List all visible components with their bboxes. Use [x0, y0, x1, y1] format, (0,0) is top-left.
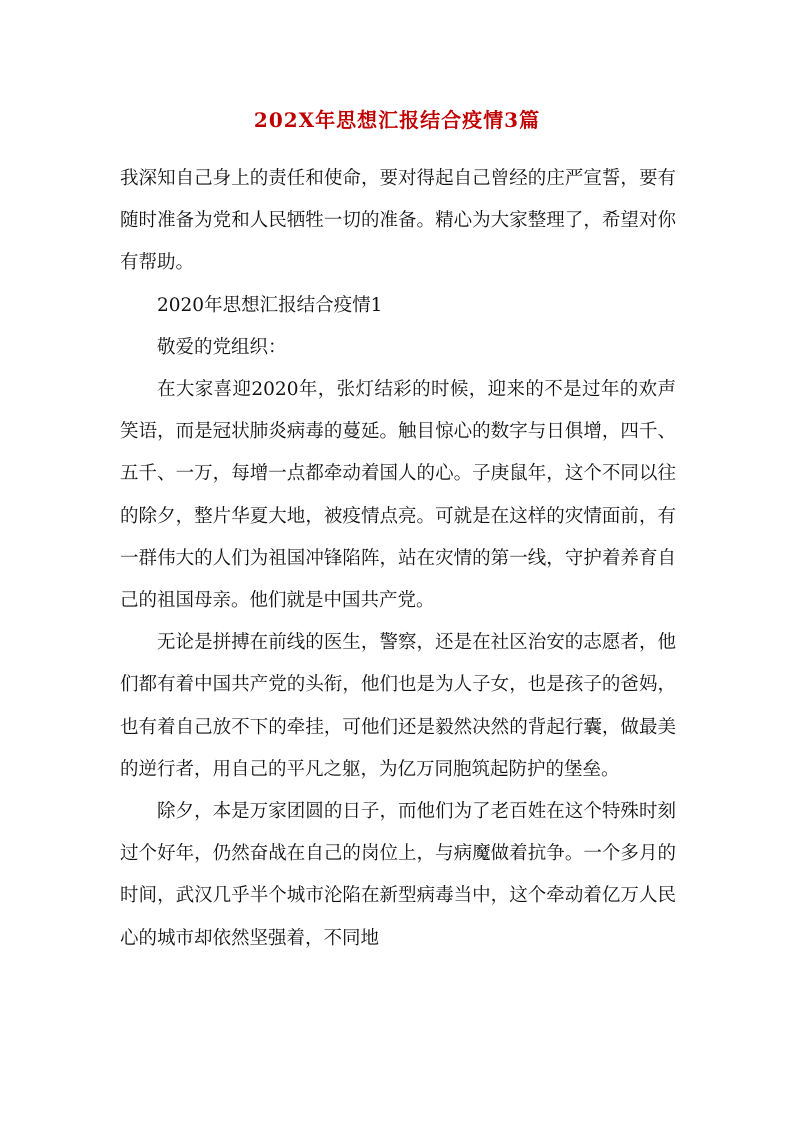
paragraph-body-3: 除夕，本是万家团圆的日子，而他们为了老百姓在这个特殊时刻过个好年，仍然奋战在自己的岗位上，与病魔做着抗争。一个多月的时间，武汉几乎半个城市沦陷在新型病毒当中，这个牵动着亿万人民心的城市却依然坚强着，不同地: [120, 801, 676, 949]
paragraph-body-2: 无论是拼搏在前线的医生，警察，还是在社区治安的志愿者，他们都有着中国共产党的头衔，他们也是为人子女，也是孩子的爸妈，也有着自己放不下的牵挂，可他们还是毅然决然的背起行囊，做最美的逆行者，用自己的平凡之躯，为亿万同胞筑起防护的堡垒。: [120, 632, 676, 780]
document-title: 202X年思想汇报结合疫情3篇: [253, 108, 541, 132]
paragraph-intro: 我深知自己身上的责任和使命，要对得起自己曾经的庄严宣誓，要有随时准备为党和人民牺牲一切的准备。精心为大家整理了，希望对你有帮助。: [120, 168, 676, 274]
paragraph-salutation: 敬爱的党组织：: [157, 336, 287, 358]
paragraph-body-1: 在大家喜迎2020年，张灯结彩的时候，迎来的不是过年的欢声笑语，而是冠状肺炎病毒的蔓延。触目惊心的数字与日俱增，四千、五千、一万，每增一点都牵动着国人的心。子庚鼠年，这个不同以往的除夕，整片华夏大地，被疫情点亮。可就是在这样的灾情面前，有一群伟大的人们为祖国冲锋陷阵，站在灾情的第一线，守护着养育自己的祖国母亲。他们就是中国共产党。: [120, 379, 676, 612]
document-body: [120, 158, 676, 960]
paragraph-subheading: 2020年思想汇报结合疫情1: [157, 294, 383, 316]
